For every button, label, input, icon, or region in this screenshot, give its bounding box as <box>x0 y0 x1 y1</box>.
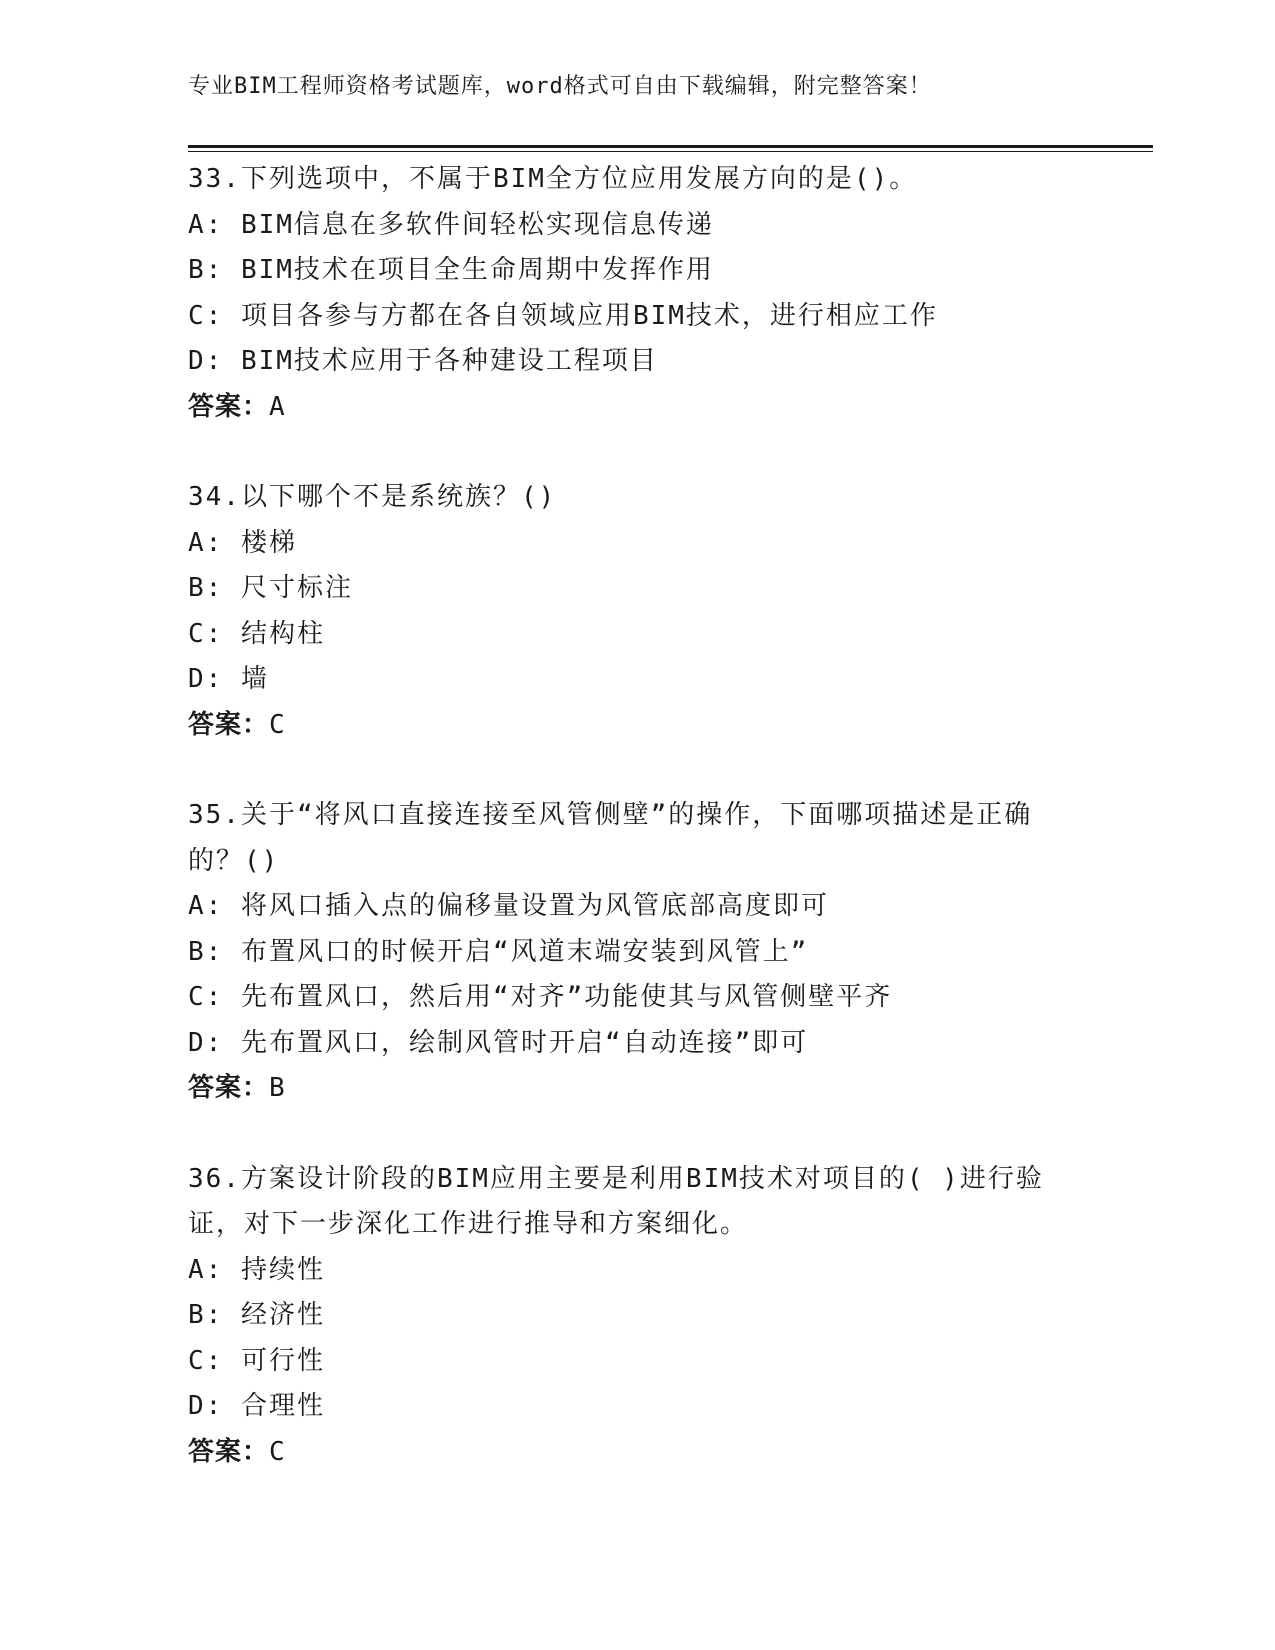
option-c: C: 先布置风口，然后用“对齐”功能使其与风管侧壁平齐 <box>188 982 893 1012</box>
question-item <box>188 475 1088 748</box>
option-a: A: 持续性 <box>188 1254 325 1285</box>
option-b: B: BIM技术在项目全生命周期中发挥作用 <box>188 255 714 285</box>
answer-label: 答案： <box>188 709 270 740</box>
option-b: B: 尺寸标注 <box>188 573 353 603</box>
option-c: C: 项目各参与方都在各自领域应用BIM技术，进行相应工作 <box>188 300 938 331</box>
answer-line <box>188 1066 1088 1112</box>
question-stem: 33.下列选项中，不属于BIM全方位应用发展方向的是()。 <box>188 164 918 194</box>
question-item <box>188 1157 1088 1476</box>
question-stem: 36.方案设计阶段的BIM应用主要是利用BIM技术对项目的( )进行验证，对下一步深化工作进行推导和方案细化。 <box>188 1163 1044 1239</box>
header-rule-thin <box>188 151 1153 152</box>
answer-line <box>188 703 1088 749</box>
option-d: D: 墙 <box>188 664 269 694</box>
question-list <box>188 157 1088 1520</box>
option-d: D: 先布置风口，绘制风管时开启“自动连接”即可 <box>188 1027 809 1058</box>
answer-value: C <box>269 1436 286 1467</box>
question-item <box>188 793 1088 1112</box>
option-c: C: 结构柱 <box>188 618 325 649</box>
option-a: A: BIM信息在多软件间轻松实现信息传递 <box>188 209 714 240</box>
option-a: A: 将风口插入点的偏移量设置为风管底部高度即可 <box>188 891 829 921</box>
answer-label: 答案： <box>188 1436 270 1467</box>
answer-label: 答案： <box>188 1073 270 1103</box>
answer-value: A <box>269 391 286 422</box>
option-c: C: 可行性 <box>188 1345 325 1376</box>
answer-line <box>188 385 1088 431</box>
answer-value: B <box>269 1073 286 1103</box>
option-b: B: 布置风口的时候开启“风道末端安装到风管上” <box>188 936 809 967</box>
question-item <box>188 157 1088 430</box>
page-header: 专业BIM工程师资格考试题库，word格式可自由下载编辑，附完整答案！ <box>188 74 932 99</box>
header-rule-thick <box>188 145 1153 148</box>
option-d: D: 合理性 <box>188 1391 325 1421</box>
answer-label: 答案： <box>188 391 270 422</box>
question-stem: 35.关于“将风口直接连接至风管侧壁”的操作，下面哪项描述是正确的？() <box>188 800 1033 876</box>
option-b: B: 经济性 <box>188 1300 325 1330</box>
answer-line <box>188 1430 1088 1476</box>
answer-value: C <box>269 709 286 740</box>
question-stem: 34.以下哪个不是系统族？() <box>188 482 557 512</box>
option-a: A: 楼梯 <box>188 527 297 558</box>
option-d: D: BIM技术应用于各种建设工程项目 <box>188 346 658 376</box>
